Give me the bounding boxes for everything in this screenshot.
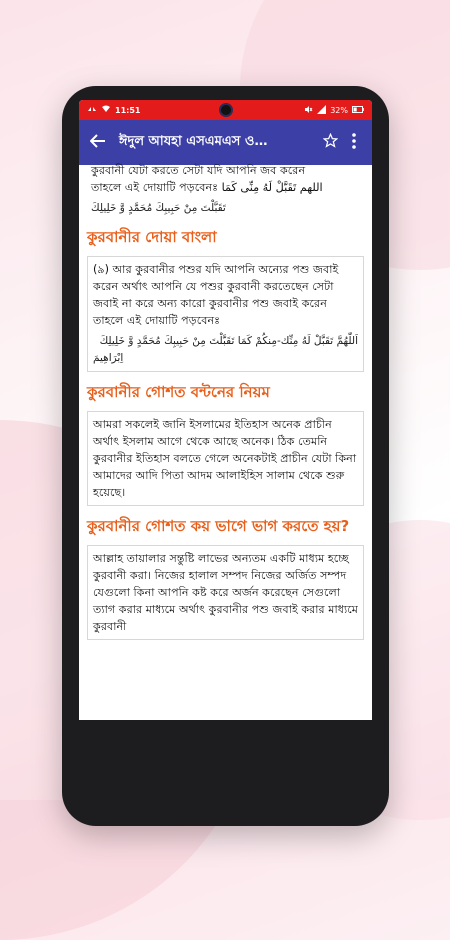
arabic-dua: تَقَبَّلْتَ مِنْ حَبِيبِكَ مُحَمَّدٍ وَّ خَلِيلِكَ (91, 202, 226, 214)
paragraph: আমরা সকলেই জানি ইসলামের ইতিহাস অনেক প্রাচীন অর্থাৎ ইসলাম আগে থেকে আছে অনেক। ঠিক তেমনি কুরবানীর ইতিহাস বলতে গেলে অনেকটাই প্রাচীন যেটা কিনা আমাদের আদি পিতা আদম আলাইহিস সালাম থেকে শুরু হয়েছে। (93, 418, 357, 499)
data-speed-icon (87, 105, 97, 115)
phone-bottom-bezel (79, 720, 372, 800)
status-time: 11:51 (115, 105, 141, 115)
phone-screen (79, 100, 372, 720)
front-camera (219, 103, 233, 117)
overflow-menu-button[interactable] (342, 130, 366, 156)
intro-block (87, 162, 364, 217)
status-bar (79, 100, 372, 120)
paragraph: আল্লাহ তায়ালার সন্তুষ্টি লাভের অন্যতম একটি মাধ্যম হচ্ছে কুরবানী করা। নিজের হালাল সম্পদ নিজের অর্জিত সম্পদ যেগুলো কিনা আপনি কষ্ট করে অর্জন করেছেন সেগুলো ত্যাগ করার মাধ্যমে অর্থাৎ কুরবানীর পশু জবাই করার মাধ্যমে কুরবানী (93, 552, 358, 633)
intro-text: তাহলে এই দোয়াটি পড়বেনঃ اللهم تَقَبَّلْ لَهُ مِنِّى كَمَا (91, 181, 323, 194)
star-outline-icon (323, 133, 338, 152)
signal-icon (317, 105, 326, 116)
app-bar (79, 120, 372, 165)
section-body (87, 411, 364, 506)
section-body (87, 256, 364, 372)
arabic-dua: اِبْرَاهِيمَ (93, 352, 124, 364)
battery-percent: 32% (330, 105, 348, 115)
arrow-left-icon (90, 132, 106, 153)
wifi-icon (101, 105, 111, 115)
section-heading: কুরবানীর গোশত বন্টনের নিয়ম (87, 383, 270, 401)
paragraph: (৯) আর কুরবানীর পশুর যদি আপনি অন্যের পশু জবাই করেন অর্থাৎ আপনি যে পশুর কুরবানী করতেছেন সেটা জবাই না করে অন্য কারো কুরবানীর পশু জবাই করেন তাহলে এই দোয়াটি পড়বেনঃ (93, 263, 339, 327)
section-heading: কুরবানীর গোশত কয় ভাগে ভাগ করতে হয়? (87, 517, 350, 535)
section-body (87, 545, 364, 640)
section-heading: কুরবানীর দোয়া বাংলা (87, 228, 217, 246)
page-title: ঈদুল আযহা এসএমএস ও… (119, 134, 268, 149)
intro-text: কুরবানী যেটা করতে সেটা যদি আপনি জব করেন (91, 164, 306, 177)
more-vert-icon (352, 133, 356, 153)
back-button[interactable] (85, 130, 111, 156)
favorite-button[interactable] (318, 130, 342, 156)
article-content (79, 162, 372, 640)
arabic-dua: اَللّٰهُمَّ تَقَبَّلْ لَهُ مِنِّك-مِنكُمْ كَمَا تَقَبَّلْتَ مِنْ حَبِيبِكَ مُحَمَّدٍ وَّ خَلِيلِكَ (99, 335, 358, 347)
battery-icon (352, 106, 364, 115)
mute-icon (304, 105, 313, 116)
